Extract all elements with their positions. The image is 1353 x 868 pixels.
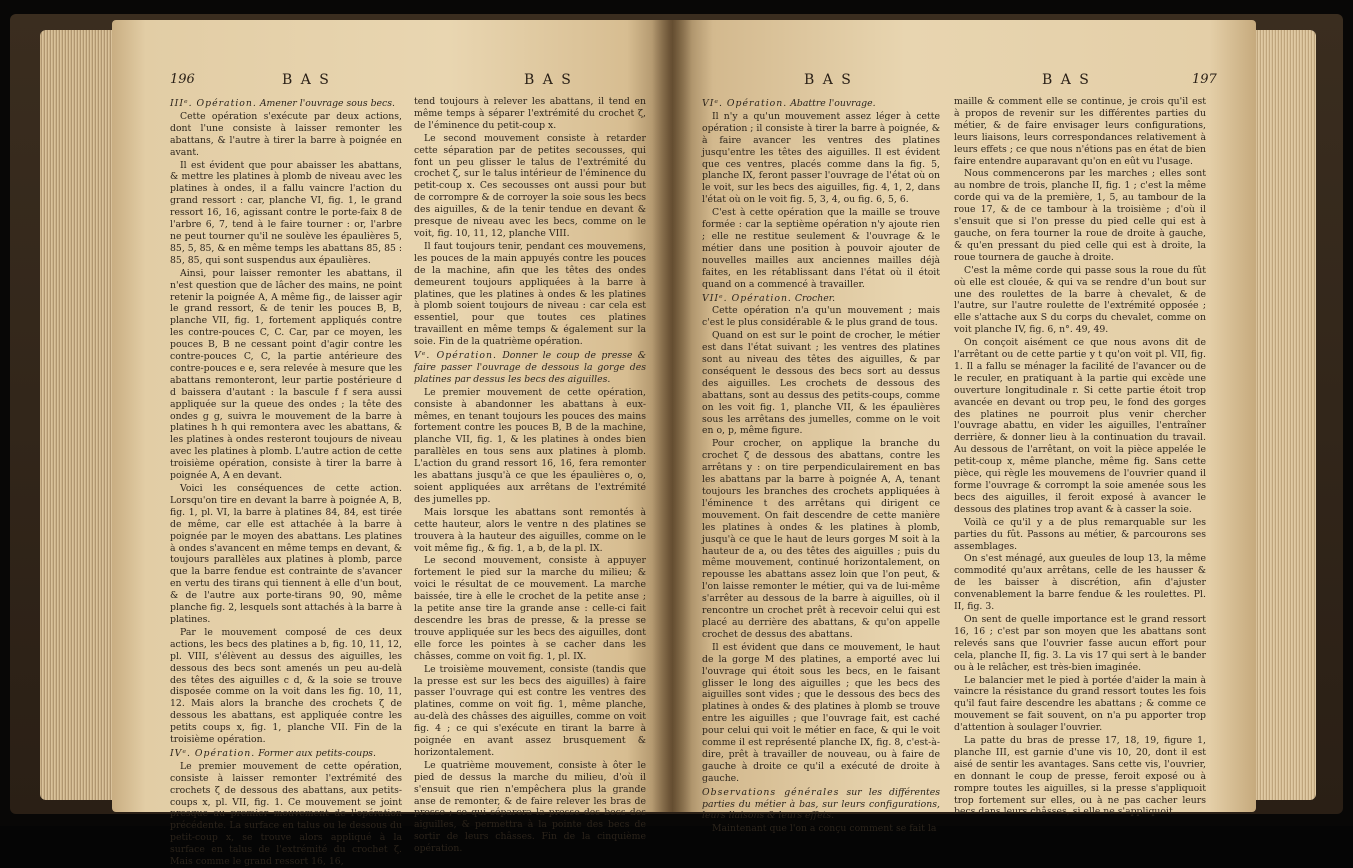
page-edges-left bbox=[40, 30, 112, 800]
right-running-head-2: B A S bbox=[1042, 72, 1091, 88]
section-title: Observations générales bbox=[702, 786, 840, 798]
paragraph: Le quatrième mouvement, consiste à ôter le pied de dessus la marche du milieu, d'où il s'ensuit que rien n'empêchera plus la grande anse de remonter, & de faire relever les bras de presse ; ce qui séparera la presse des becs des aiguilles, & permettra à la pointe des becs de sortir de leurs châsses. Fin de la cinquième opération. bbox=[414, 759, 646, 855]
left-column-1 bbox=[170, 96, 402, 868]
section-heading bbox=[170, 98, 402, 110]
section-heading bbox=[702, 787, 940, 823]
right-page bbox=[672, 20, 1256, 835]
section-title: IIIᵉ. Opération. bbox=[170, 98, 257, 109]
section-subtitle: Donner le coup de presse & faire passer l'ouvrage de dessous la gorge des platines par dessus les becs des aiguilles. bbox=[414, 350, 646, 385]
paragraph: Il est évident que dans ce mouvement, le haut de la gorge M des platines, a emporté avec lui l'ouvrage qui étoit sous les becs, en le faisant glisser le long des aiguilles ; que les becs des aiguilles sont vides ; que le dessous des becs des platines à ondes & des platines à plomb se trouve entre les aiguilles ; que l'ouvrage fait, est caché pour celui qui voit le métier en face, & qui le voit comme il est représenté planche IX, fig. 8, c'est-à-dire, prêt à travailler de nouveau, ou à faire de gauche à droite ce qu'il a exécuté de droite à gauche. bbox=[702, 641, 940, 784]
section-heading bbox=[170, 748, 402, 760]
section-subtitle: sur les différentes parties du métier à bas, sur leurs configurations, leurs liaisons & leurs effets. bbox=[702, 786, 940, 822]
paragraph: Pour crocher, on applique la branche du crochet ζ de dessous des abattans, contre les arrêtans y : on tire perpendiculairement en bas les abattans par la barre à poignée A, A, tenant toujours les branches des crochets appliquées à l'éminence t des arrêtans qui dirigent ce mouvement. On fait descendre de cette manière les platines à ondes & les platines à plomb, jusqu'à ce que le haut de leurs gorges M soit à la hauteur de a, ou des têtes des aiguilles ; puis du même mouvement, continué horizontalement, on repousse les abattans assez loin que l'on peut, & l'on laisse remonter le métier, qui va de lui-même s'arrêter au dessous de la barre à aiguilles, où il rencontre un crochet prêt à recevoir celui qui est placé au derrière des abattans, & qu'on appelle crochet de dessus des abattans. bbox=[702, 438, 940, 640]
paragraph: La patte du bras de presse 17, 18, 19, figure 1, planche III, est garnie d'une vis 10, 20, dont il est aisé de sentir les avantages. Sans cette vis, l'ouvrier, en donnant le coup de presse, feroit exposé ou à rompre toutes les aiguilles, si la presse s'appliquoit trop fortement sur elles, ou à ne pas cacher leurs becs dans leurs châsses, si elle ne s'appliquoit bbox=[954, 735, 1206, 818]
paragraph: Maintenant que l'on a conçu comment se fait la bbox=[712, 823, 937, 835]
paragraph: On s'est ménagé, aux gueules de loup 13, la même commodité qu'aux arrêtans, celle de les hausser & de les baisser à discrétion, afin d'ajuster convenablement la barre fendue & les roulettes. Pl. II, fig. 3. bbox=[954, 553, 1206, 613]
section-title: IVᵉ. Opération. bbox=[170, 747, 256, 759]
section-title: VIIᵉ. Opération. bbox=[702, 292, 792, 304]
left-column-2 bbox=[414, 96, 646, 855]
paragraph: Ainsi, pour laisser remonter les abattans, il n'est question que de lâcher des mains, ne point retenir la poignée A, A même fig., de laisser agir le grand ressort, & de tenir les pouces B, B, planche VII, fig. 1, fortement appliqués contre les contre-pouces C, C. Car, par ce moyen, les pouces B, B ne cessant point d'agir contre les contre-pouces C, C, la partie antérieure des contre-pouces e e, sera relevée à mesure que les abattans remonteront, leur partie postérieure d d baissera d'autant : la bascule f f sera aussi appliquée sur la queue des ondes ; la tête des ondes g g, suivra le mouvement de la barre à platines h h qui remontera avec les abattans, & les platines à ondes resteront toujours de niveau avec les platines à plomb. L'autre action de cette troisième opération, consiste à tirer la barre à poignée A, A en devant. bbox=[170, 267, 402, 482]
paragraph: Il faut toujours tenir, pendant ces mouvemens, les pouces de la main appuyés contre les pouces de la machine, afin que les têtes des ondes demeurent toujours appliquées à la barre à platines, que les platines à ondes & les platines à plomb soient toujours de niveau : car cela est essentiel, pour que toutes ces platines travaillent en même temps & également sur la soie. Fin de la quatrième opération. bbox=[414, 240, 646, 348]
paragraph: C'est à cette opération que la maille se trouve formée : car la septième opération n'y ajoute rien ; elle ne restitue seulement & l'ouvrage & le métier dans une position à pouvoir ajouter de nouvelles mailles aux anciennes mailles déjà faites, en les rétablissant dans l'état où il étoit quand on a commencé à travailler. bbox=[702, 207, 940, 290]
paragraph: Le premier mouvement de cette opération, consiste à laisser remonter l'extrémité des crochets ζ de dessous des abattans, aux petits-coups x, pl. VII, fig. 1. Ce mouvement se joint presque au premier mouvement de l'opération précédente. La surface en talus ou le dessous du petit-coup x, se trouve alors appliqué à la surface en talus de l'extrémité du crochet ζ. Mais comme le grand ressort 16, 16, bbox=[170, 760, 402, 868]
paragraph: C'est la même corde qui passe sous la roue du fût où elle est clouée, & qui va se rendre d'un bout sur une des roulettes de la barre à chevalet, & de l'autre, sur l'autre roulette de l'extrémité opposée ; elle s'attache aux S du corps du chevalet, comme on voit planche IV, fig. 6, n°. 49, 49. bbox=[954, 264, 1206, 336]
paragraph: Il n'y a qu'un mouvement assez léger à cette opération ; il consiste à tirer la barre à poignée, & à faire avancer les ventres des platines jusqu'entre les têtes des aiguilles. Il est évident que ces ventres, placés comme dans la fig. 5, planche IX, feront passer l'ouvrage de l'état où on le voit, sur les becs des aiguilles, fig. 4, 1, 2, dans l'état où on le voit fig. 5, 3, 4, ou fig. 6, 5, 6. bbox=[702, 110, 940, 206]
paragraph: Mais lorsque les abattans sont remontés à cette hauteur, alors le ventre n des platines se trouvera à la hauteur des aiguilles, comme on le voit même fig., & fig. 1, a b, de la pl. IX. bbox=[414, 506, 646, 554]
right-column-1 bbox=[702, 96, 940, 835]
left-running-head-2: B A S bbox=[524, 72, 573, 88]
paragraph: Quand on est sur le point de crocher, le métier est dans l'état suivant ; les ventres des platines sont au niveau des têtes des aiguilles, & par conséquent le dessous des becs sort au dessus des aiguilles. Les crochets de dessous des abattans, sont au dessus des petits-coups, comme on les voit fig. 1, planche VII, & les épaulières sous les arrêtans des jumelles, comme on le voit en o, p, même figure. bbox=[702, 330, 940, 437]
left-page bbox=[112, 20, 672, 868]
paragraph: Par le mouvement composé de ces deux actions, les becs des platines a b, fig. 10, 11, 12, pl. VIII, s'élèvent au dessus des aiguilles, les dessous des becs sont amenés un peu au-delà des têtes des aiguilles c d, & la soie se trouve disposée comme on la voit dans les fig. 10, 11, 12. Mais alors la branche des crochets ζ de dessous les abattans, est appliquée contre les petits coups x, fig. 1, planche VII. Fin de la troisième opération. bbox=[170, 626, 402, 746]
paragraph: Le troisième mouvement, consiste (tandis que la presse est sur les becs des aiguilles) à faire passer l'ouvrage qui est contre les ventres des platines, comme on voit fig. 1, même planche, au-delà des châsses des aiguilles, comme on voit fig. 4 ; ce qui s'exécute en tirant la barre à poignée en avant assez brusquement & horizontalement. bbox=[414, 663, 646, 758]
section-subtitle: Crocher. bbox=[794, 292, 836, 304]
paragraph: On conçoit aisément ce que nous avons dit de l'arrêtant ou de cette partie y t qu'on voit pl. VII, fig. 1. Il a fallu se ménager la facilité de l'avancer ou de le reculer, en pratiquant à la partie qui excède une ouverture longitudinale r. Si cette partie étoit trop avancée en devant ou trop peu, le fond des gorges des platines ne pourroit plus venir chercher l'ouvrage abattu, en vider les aiguilles, l'entraîner derrière, & donner lieu à la continuation du travail. Au dessous de l'arrêtant, on voit la pièce appelée le petit-coup x, même planche, même fig. Sans cette pièce, qui règle les mouvemens de l'ouvrier quand il forme l'ouvrage & corrompt la soie amenée sous les becs des aiguilles, il feroit exposé à avancer le dessous des platines trop avant & à casser la soie. bbox=[954, 337, 1206, 515]
right-column-2 bbox=[954, 96, 1206, 818]
section-title: Vᵉ. Opération. bbox=[414, 350, 497, 362]
paragraph: Il est évident que pour abaisser les abattans, & mettre les platines à plomb de niveau avec les platines à ondes, il a fallu vaincre l'action du grand ressort : car, planche VI, fig. 1, le grand ressort 16, 16, agissant contre le porte-faix 8 de l'arbre 6, 7, tend à le faire tourner : or, l'arbre ne peut tourner qu'il ne soulève les épaulières 5, 85, 5, 85, & en même temps les abattans 85, 85 : 85, 85, qui sont suspendus aux épaulières. bbox=[170, 159, 402, 266]
left-running-head-1: B A S bbox=[282, 72, 331, 88]
paragraph: Voici les conséquences de cette action. Lorsqu'on tire en devant la barre à poignée A, B, fig. 1, pl. VI, la barre à platines 84, 84, est tirée de même, car elle est attachée à la barre à poignée par le moyen des abattans. Les platines à ondes s'avancent en même temps en devant, & toujours parallèles aux platines à plomb, parce que la barre fendue est contrainte de s'avancer en vertu des tirans qui tiennent à elle d'un bout, & de l'autre aux porte-tirans 90, 90, même planche fig. 2, lesquels sont attachés à la barre à platines. bbox=[170, 483, 402, 625]
paragraph: Nous commencerons par les marches ; elles sont au nombre de trois, planche II, fig. 1 ; c'est la même corde qui va de la première, 1, 5, au tambour de la roue 17, & de ce tambour à la troisième ; d'où il s'ensuit que si l'on presse du pied celle qui est à gauche, on fera tourner la roue de droite à gauche, & qu'en pressant du pied celle qui est à droite, la roue tournera de gauche à droite. bbox=[954, 168, 1206, 263]
section-subtitle: Former aux petits-coups. bbox=[258, 747, 376, 759]
section-heading bbox=[414, 350, 646, 386]
paragraph: Voilà ce qu'il y a de plus remarquable sur les parties du fût. Passons au métier, & parcourons ses assemblages. bbox=[954, 516, 1206, 552]
paragraph: Cette opération n'a qu'un mouvement ; mais c'est le plus considérable & le plus grand de tous. bbox=[702, 305, 940, 329]
page-edges-right bbox=[1256, 30, 1316, 800]
right-page-number: 197 bbox=[1192, 72, 1217, 87]
left-page-number: 196 bbox=[170, 72, 195, 87]
paragraph: Le second mouvement, consiste à appuyer fortement le pied sur la marche du milieu; & voici le résultat de ce mouvement. La marche baissée, tire à elle le crochet de la petite anse ; la petite anse tire la grande anse : celle-ci fait descendre les bras de presse, & la presse se trouve appliquée sur les becs des aiguilles, dont elle force les pointes à se cacher dans les châsses, comme on voit fig. 1, pl. IX. bbox=[414, 555, 646, 662]
paragraph: Le second mouvement consiste à retarder cette séparation par de petites secousses, qui font un peu glisser le talus de l'extrémité du crochet ζ, sur le talus intérieur de l'éminence du petit-coup x. Ces secousses ont aussi pour but de corrompre & de corroyer la soie sous les becs des aiguilles, & de la tenir tendue en devant & presque de niveau avec les becs, comme on le voit, fig. 10, 11, 12, planche VIII. bbox=[414, 132, 646, 239]
section-heading bbox=[702, 98, 940, 110]
section-heading bbox=[702, 293, 940, 305]
section-subtitle: Abattre l'ouvrage. bbox=[790, 98, 876, 109]
paragraph: tend toujours à relever les abattans, il tend en même temps à séparer l'extrémité du crochet ζ, de l'éminence du petit-coup x. bbox=[414, 96, 646, 131]
paragraph: Le premier mouvement de cette opération, consiste à abandonner les abattans à eux-mêmes, en tenant toujours les pouces des mains fortement contre les pouces B, B de la machine, planche VII, fig. 1, & les platines à ondes bien parallèles en tous sens aux platines à plomb. L'action du grand ressort 16, 16, fera remonter les abattans jusqu'à ce que les épaulières o, o, soient appliquées aux arrêtans de l'extrémité des jumelles pp. bbox=[414, 386, 646, 505]
section-subtitle: Amener l'ouvrage sous becs. bbox=[259, 98, 395, 109]
paragraph: On sent de quelle importance est le grand ressort 16, 16 ; c'est par son moyen que les abattans sont relevés sans que l'ouvrier fasse aucun effort pour cela, planche II, fig. 3. La vis 17 qui sert à le bander ou à le relâcher, est très-bien imaginée. bbox=[954, 613, 1206, 673]
paragraph: Le balancier met le pied à portée d'aider la main à vaincre la résistance du grand ressort toutes les fois qu'il faut faire descendre les abattans ; & comme ce mouvement se fait souvent, on n'a pu apporter trop d'attention à soulager l'ouvrier. bbox=[954, 674, 1206, 734]
paragraph: Cette opération s'exécute par deux actions, dont l'une consiste à laisser remonter les abattans, & l'autre à tirer la barre à poignée en avant. bbox=[170, 110, 402, 158]
paragraph: maille & comment elle se continue, je crois qu'il est à propos de revenir sur les différentes parties du métier, & de faire envisager leurs configurations, leurs liaisons, leurs correspondances relativement à leurs effets ; ce que nous n'étions pas en état de bien faire entendre auparavant qu'on en eût vu l'usage. bbox=[954, 96, 1206, 167]
right-running-head-1: B A S bbox=[804, 72, 853, 88]
section-title: VIᵉ. Opération. bbox=[702, 98, 788, 109]
